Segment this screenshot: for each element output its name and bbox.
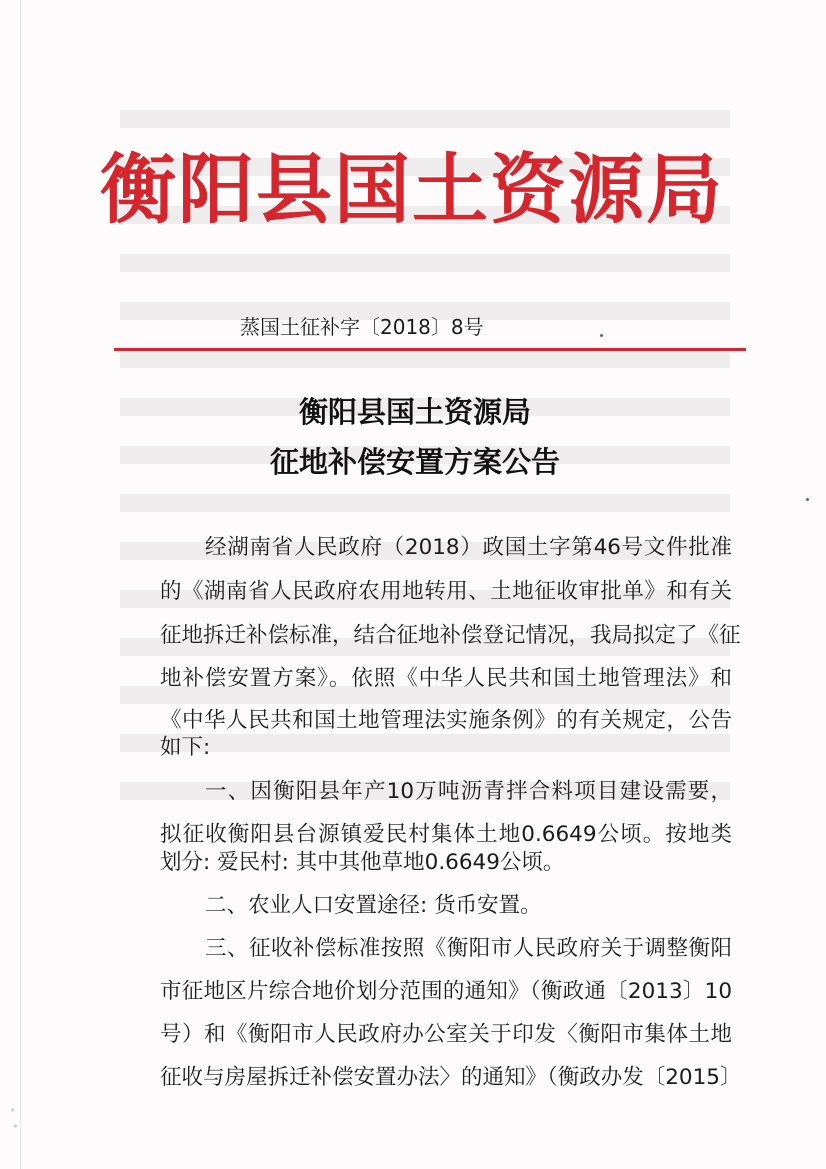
body-line: 三、征收补偿标准按照《衡阳市人民政府关于调整衡阳 — [205, 936, 732, 961]
red-divider-line — [114, 348, 746, 351]
scan-corner-mark — [7, 1098, 21, 1138]
agency-letterhead-title: 衡阳县国土资源局 — [100, 145, 724, 234]
document-number: 蒸国土征补字〔2018〕8号 — [240, 315, 484, 339]
body-line: 征收与房屋拆迁补偿安置办法〉的通知》（衡政办发〔2015〕 — [160, 1065, 742, 1090]
notice-title-line-1: 衡阳县国土资源局 — [298, 395, 531, 429]
body-line: 一、因衡阳县年产10万吨沥青拌合料项目建设需要， — [205, 779, 732, 804]
body-line: 划分: 爱民村: 其中其他草地0.6649公顷。 — [160, 850, 565, 875]
body-line: 《中华人民共和国土地管理法实施条例》的有关规定，公告 — [160, 708, 732, 733]
body-line: 拟征收衡阳县台源镇爱民村集体土地0.6649公顷。按地类 — [160, 822, 732, 847]
body-line: 二、农业人口安置途径: 货币安置。 — [205, 893, 542, 918]
notice-title-line-2: 征地补偿安置方案公告 — [269, 445, 560, 479]
scan-speck — [600, 334, 603, 337]
body-line: 经湖南省人民政府（2018）政国土字第46号文件批准 — [205, 535, 732, 560]
body-line: 号）和《衡阳市人民政府办公室关于印发〈衡阳市集体土地 — [160, 1022, 732, 1047]
body-line: 市征地区片综合地价划分范围的通知》（衡政通〔2013〕10 — [160, 979, 732, 1004]
body-line: 如下: — [160, 735, 211, 760]
body-line: 地补偿安置方案》。依照《中华人民共和国土地管理法》和 — [160, 666, 732, 691]
body-line: 征地拆迁补偿标准，结合征地补偿登记情况，我局拟定了《征 — [160, 623, 741, 648]
body-line: 的《湖南省人民政府农用地转用、土地征收审批单》和有关 — [160, 579, 732, 604]
scan-speck — [806, 498, 809, 501]
scan-page-edge — [20, 0, 21, 1169]
